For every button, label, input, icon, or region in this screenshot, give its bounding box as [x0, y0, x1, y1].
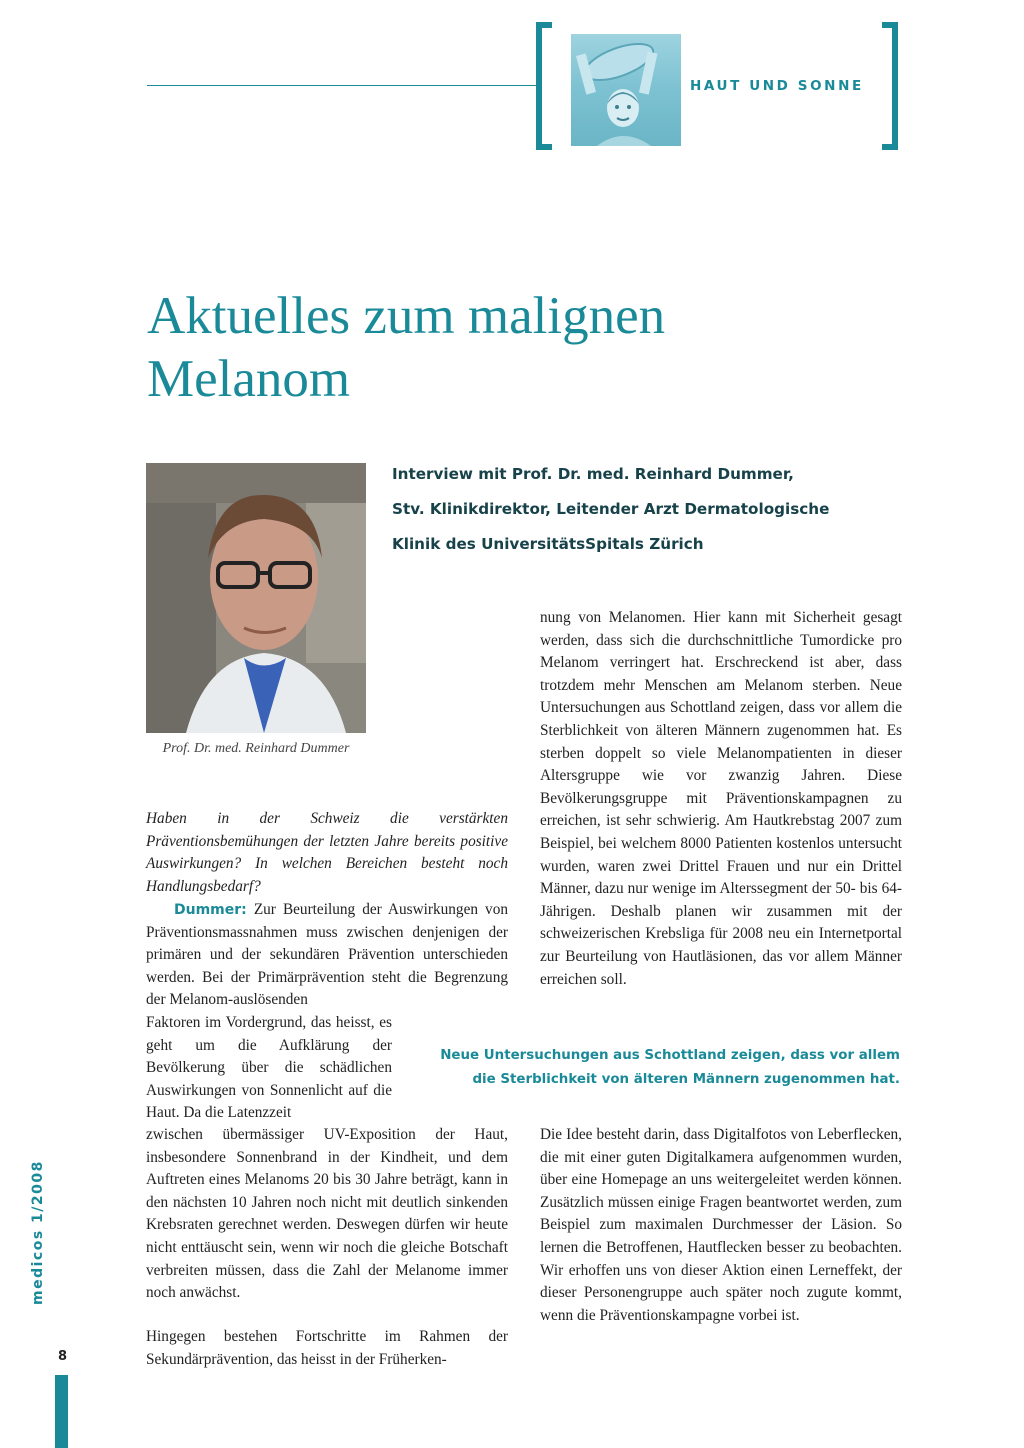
right-column-bottom: Die Idee besteht darin, dass Digitalfotos von Leberflecken, die mit einer guten Digitalkamera aufgenommen wurden, über eine Homepage an uns weitergeleitet werden können. Zusätzlich müssen einige Fragen beantwortet werden, zum Beispiel zum maximalen Durchmesser der Läsion. So lernen die Betroffenen, Hautflecken besser zu beobachten. Wir erhoffen uns von dieser Aktion einen Lerneffekt, der dieser Personengruppe auch später noch zugute kommt, wenn die Präventionskampagne vorbei ist. — [540, 1126, 902, 1324]
answer-narrow-block: Faktoren im Vordergrund, das heisst, es geht um die Aufklärung der Bevölkerung über die schädlichen Auswirkungen von Sonnenlicht auf die Haut. Da die Latenzzeit — [146, 1014, 392, 1122]
interview-intro — [392, 457, 912, 562]
header-photo-woman-with-hat — [571, 34, 681, 146]
magazine-issue-label: medicos 1/2008 — [30, 1160, 46, 1305]
intro-line-1: Interview mit Prof. Dr. med. Reinhard Dummer, — [392, 465, 794, 483]
portrait-caption: Prof. Dr. med. Reinhard Dummer — [162, 741, 350, 756]
side-accent-bar — [55, 1375, 68, 1448]
section-label: HAUT UND SONNE — [690, 78, 864, 94]
pull-quote — [400, 1044, 900, 1091]
portrait-photo — [146, 463, 366, 733]
answer-paragraph-1 — [146, 899, 508, 1012]
speaker-label: Dummer: — [174, 902, 247, 918]
article-title — [147, 285, 907, 411]
title-line-2: Melanom — [147, 350, 351, 408]
right-bracket — [882, 22, 898, 150]
intro-line-3: Klinik des UniversitätsSpitals Zürich — [392, 535, 704, 553]
answer-paragraph-2: zwischen übermässiger UV-Exposition der Haut, insbesondere Sonnenbrand in der Kindheit, und dem Auftreten eines Melanoms 20 bis 30 Jahre beträgt, kann in den nächsten 10 Jahren noch nicht mit deutlich sinkenden Krebsraten gerechnet werden. Deswegen dürfen wir heute nicht enttäuscht sein, wenn wir noch die gleiche Botschaft verbreiten müssen, dass die Zahl der Melanome immer noch anwächst. — [146, 1126, 508, 1302]
pull-quote-line-1: Neue Untersuchungen aus Schottland zeigen, dass vor allem — [440, 1048, 900, 1063]
interview-question: Haben in der Schweiz die verstärkten Präventionsbemühungen der letzten Jahre bereits positive Auswirkungen? In welchen Bereichen besteht noch Handlungsbedarf? — [146, 810, 508, 895]
answer-part-1: Zur Beurteilung der Auswirkungen von Präventionsmassnahmen muss zwischen denjenigen der primären und der sekundären Prävention unterschieden werden. Bei der Primärprävention steht die Begrenzung der Melanom-auslösenden — [146, 901, 508, 1009]
pull-quote-line-2: die Sterblichkeit von älteren Männern zugenommen hat. — [472, 1071, 900, 1087]
page-number: 8 — [58, 1349, 68, 1364]
answer-paragraph-3: Hingegen bestehen Fortschritte im Rahmen der Sekundärprävention, das heisst in der Früherken- — [146, 1328, 508, 1368]
left-bracket — [536, 22, 552, 150]
title-line-1: Aktuelles zum malignen — [147, 287, 666, 345]
right-column-top: nung von Melanomen. Hier kann mit Sicherheit gesagt werden, dass sich die durchschnittliche Tumordicke pro Melanom verringert hat. Erschreckend ist aber, dass trotzdem mehr Menschen am Melanom sterben. Neue Untersuchungen aus Schottland zeigen, dass vor allem die Sterblichkeit von älteren Männern zugenommen hat. Es sterben doppelt so viele Melanompatienten in dieser Altersgruppe wie vor zwanzig Jahren. Diese Bevölkerungsgruppe mit Präventionskampagnen zu erreichen, ist sehr schwierig. Am Hautkrebstag 2007 zum Beispiel, bei welchem 8000 Patienten kostenlos untersucht wurden, waren zwei Drittel Frauen und nur ein Drittel Männer, dazu nur wenige im Alterssegment der 50- bis 64-Jährigen. Deshalb planen wir zusammen mit der schweizerischen Krebsliga für 2008 neu ein Internetportal zur Beurteilung von Hautläsionen, das vor allem Männer erreichen soll. — [540, 609, 902, 988]
intro-line-2: Stv. Klinikdirektor, Leitender Arzt Dermatologische — [392, 500, 830, 518]
header-rule — [147, 85, 542, 86]
